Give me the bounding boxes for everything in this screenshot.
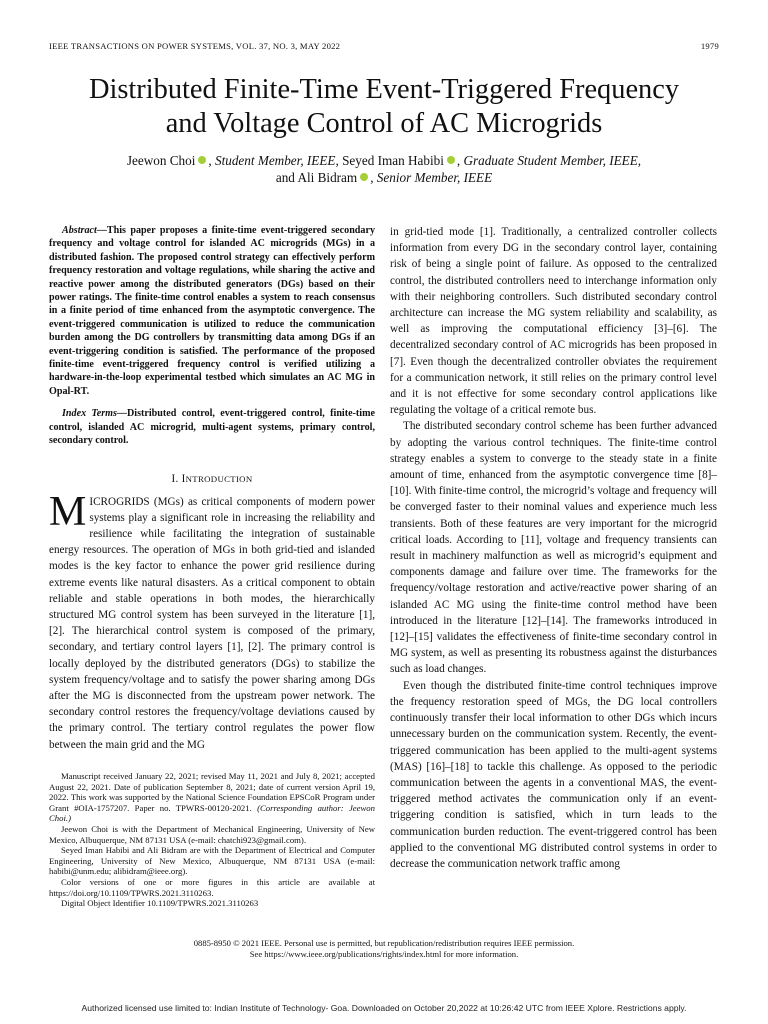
footnote-received	[49, 771, 375, 824]
abstract-label: Abstract	[62, 225, 97, 236]
section-numeral: I.	[171, 472, 182, 485]
left-column	[49, 224, 375, 753]
title-line-1: Distributed Finite-Time Event-Triggered Frequency	[88, 74, 680, 105]
orcid-icon[interactable]	[198, 156, 206, 164]
index-terms-label: Index Terms	[62, 408, 117, 420]
section-heading-initial: I	[181, 472, 186, 485]
abstract-text: —This paper proposes a finite-time event-triggered secondary frequency and voltage control for islanded AC microgrids (MGs) in a distributed fashion. The proposed control strategy can effectively perform frequency restoration and voltage regulations, while sharing the active and reactive power among the distributed generators (DGs) based on their power ratings. The finite-time control enables a system to reach consensus in a finite period of time enhanced from the asymptotic convergence. The event-triggered communication is utilized to reduce the communication burden among the DG controllers by transmitting data among DGs if an event-triggering condition is satisfied. The performance of the proposed finite-time event-triggered frequency control is verified utilizing a hardware-in-the-loop experimental testbed which simulates an AC MG in Opal-RT.	[49, 225, 375, 397]
footnote-affiliation-2: Seyed Iman Habibi and Ali Bidram are with the Department of Electrical and Computer Engineering, University of New Mexico, Albuquerque, NM 87131 USA (e-mail: habibi@unm.edu; alibidram@ieee.org).	[49, 845, 375, 877]
author-block	[20, 152, 748, 186]
author-name: Jeewon Choi	[126, 153, 196, 168]
index-terms-text: —Distributed control, event-triggered control, finite-time control, islanded AC microgrid, multi-agent systems, primary control, secondary control.	[49, 408, 375, 447]
copyright-line-1: 0885-8950 © 2021 IEEE. Personal use is permitted, but republication/redistribution requires IEEE permission.	[193, 938, 575, 948]
author-membership: , Senior Member, IEEE	[370, 170, 493, 185]
author-membership: , Graduate Student Member, IEEE,	[456, 153, 642, 168]
author-name: Seyed Iman Habibi	[338, 153, 444, 168]
license-banner: Authorized licensed use limited to: Indian Institute of Technology- Goa. Downloaded on October 20,2022 at 10:26:42 UTC from IEEE Xplore. Restrictions apply.	[81, 1003, 687, 1013]
page-number: 1979	[700, 41, 719, 51]
orcid-icon[interactable]	[447, 156, 455, 164]
section-heading-rest: NTRODUCTION	[185, 473, 253, 484]
author-membership: , Student Member, IEEE,	[208, 153, 339, 168]
footnote-affiliation-1: Jeewon Choi is with the Department of Mechanical Engineering, University of New Mexico, Albuquerque, NM 87131 USA (e-mail: chatchi923@gmail.com).	[49, 823, 375, 845]
abstract	[49, 224, 375, 398]
right-column	[390, 224, 717, 872]
index-terms	[49, 407, 375, 447]
author-line-2	[20, 169, 748, 186]
body-paragraph: in grid-tied mode [1]. Traditionally, a centralized controller collects information from every DG in the secondary control layer, containing risk of being a single point of failure. As opposed to the centralized control, the distributed controllers need to interchange information only with their neighboring controllers. Such distributed secondary control architecture can increase the MG system reliability and scalability, as well as improving the computational efficiency [3]–[6]. The decentralized secondary control of AC microgrids has been proposed in [7]. Even though the decentralized controller obviates the requirement for a communication network, it still relies on the primary control level and it is not effective for some secondary control applications like regulating the voltage of a critical remote bus.	[390, 226, 717, 417]
copyright-notice	[49, 938, 719, 960]
footnotes	[49, 771, 375, 909]
author-name: and Ali Bidram	[275, 170, 358, 185]
drop-cap: M	[49, 488, 87, 535]
footnote-color-versions: Color versions of one or more figures in this article are available at https://doi.org/10.1109/TPWRS.2021.3110263.	[49, 876, 375, 898]
paper-title	[30, 73, 738, 141]
footnote-received-text: Manuscript received January 22, 2021; revised May 11, 2021 and July 8, 2021; accepted August 22, 2021. Date of publication September 8, 2021; date of current version April 19, 2022. This work was supported by the National Science Foundation EPSCoR Program under Grant #OIA-1757207. Paper no. TPWRS-00120-2021.	[49, 771, 375, 813]
footnote-doi: Digital Object Identifier 10.1109/TPWRS.2021.3110263	[61, 898, 259, 909]
running-head	[49, 41, 719, 51]
section-heading	[49, 473, 375, 485]
corresponding-author: (Corresponding author: Jeewon Choi.)	[49, 802, 375, 824]
orcid-icon[interactable]	[360, 173, 368, 181]
author-line-1	[20, 152, 748, 169]
title-line-2: and Voltage Control of AC Microgrids	[165, 108, 603, 139]
body-paragraph: Even though the distributed finite-time control techniques improve the frequency restoration speed of MGs, the DG local controllers continuously transfer their local information to other DGs which incurs unnecessary burden on the communication system. Recently, the event-triggered communication has been applied to the multi-agent systems (MAS) [16]–[18] to tackle this challenge. As opposed to the periodic communication between the agents in a conventional MAS, the event-triggered method activates the communication only if an event-triggering condition is satisfied, which in turn leads to the communication burden reduction. The event-triggered control has been applied to the conventional MG distributed control systems in order to decrease the communication network traffic among	[390, 679, 717, 870]
body-paragraph: The distributed secondary control scheme has been further advanced by adopting the various control techniques. The finite-time control strategy enables a system to converge to the steady state in a finite amount of time, enhanced from the asymptotic convergence time [8]–[10]. With finite-time control, the microgrid’s voltage and frequency will be converged faster to their nominal values and experience much less transients. Both of these features are very important for the microgrid critical loads. According to [11], voltage and frequency transients can result in machinery malfunction as well as microgrid’s equipment and components damage and failure over time. The frameworks for the frequency/voltage restoration and active/reactive power sharing of an islanded AC MG using the finite-time control method have been introduced in the literature [12]–[14]. The frameworks introduced in [12]–[15] validates the effectiveness of finite-time secondary control in MG system, as well as presenting its robustness against the disturbances such as load changes.	[390, 420, 717, 676]
journal-header: IEEE TRANSACTIONS ON POWER SYSTEMS, VOL. 37, NO. 3, MAY 2022	[49, 41, 341, 51]
intro-text: ICROGRIDS (MGs) as critical components of modern power systems play a significant role in increasing the reliability and resilience while facilitating the integration of sustainable energy resources. The operation of MGs in both grid-tied and islanded modes is the key factor to enhance the power grid resilience during extreme events like natural disasters. As a critical component to obtain reliable and stable operations in both modes, the hierarchically structured MG control system has been surveyed in the literature [1], [2]. The hierarchical control system is composed of the primary, secondary, and tertiary control layers [1], [2]. The primary control is locally deployed by the distributed generators (DGs) to stabilize the system frequency/voltage and to satisfy the power sharing among DGs after the MG is disconnected from the upstream power network. The secondary control restores the frequency/voltage deviations caused by the primary control. The tertiary control regulates the power flow between the main grid and the MG	[49, 495, 375, 751]
intro-paragraph	[49, 488, 375, 753]
copyright-line-2: See https://www.ieee.org/publications/rights/index.html for more information.	[249, 949, 519, 959]
